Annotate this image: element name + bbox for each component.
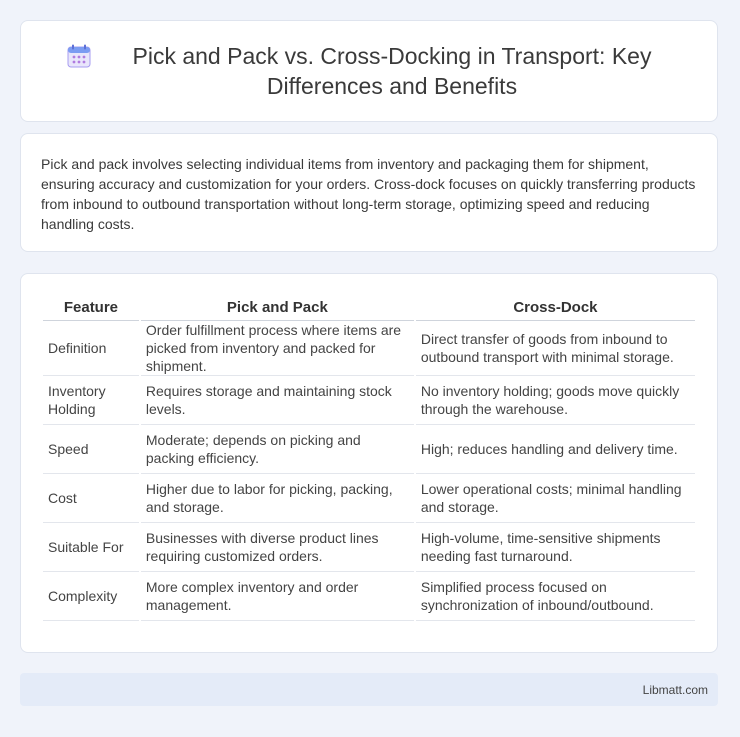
column-header-pick-and-pack: Pick and Pack bbox=[141, 294, 414, 321]
title-wrap bbox=[26, 41, 712, 101]
calendar-icon bbox=[66, 43, 92, 69]
pick-and-pack-cell: Requires storage and maintaining stock levels. bbox=[141, 376, 414, 425]
intro-paragraph: Pick and pack involves selecting individual items from inventory and packaging them for shipment, ensuring accuracy and customization for your orders. Cross-dock focuses on quickly transferring products from inbound to outbound transportation without long-term storage, optimizing speed and reducing handling costs. bbox=[41, 156, 696, 232]
cross-dock-cell: Lower operational costs; minimal handling and storage. bbox=[416, 474, 695, 523]
pick-and-pack-cell: Moderate; depends on picking and packing efficiency. bbox=[141, 425, 414, 474]
column-header-cross-dock: Cross-Dock bbox=[416, 294, 695, 321]
feature-cell: Suitable For bbox=[43, 523, 139, 572]
table-row bbox=[43, 376, 695, 425]
table-row bbox=[43, 425, 695, 474]
pick-and-pack-cell: Order fulfillment process where items are picked from inventory and packed for shipment. bbox=[141, 321, 414, 376]
page-title: Pick and Pack vs. Cross-Docking in Transport: Key Differences and Benefits bbox=[132, 43, 652, 99]
cross-dock-cell: High-volume, time-sensitive shipments needing fast turnaround. bbox=[416, 523, 695, 572]
table-header-row bbox=[43, 294, 695, 321]
cross-dock-cell: High; reduces handling and delivery time. bbox=[416, 425, 695, 474]
table-row bbox=[43, 523, 695, 572]
cross-dock-cell: Direct transfer of goods from inbound to outbound transport with minimal storage. bbox=[416, 321, 695, 376]
feature-cell: Speed bbox=[43, 425, 139, 474]
pick-and-pack-cell: Higher due to labor for picking, packing, and storage. bbox=[141, 474, 414, 523]
feature-cell: Inventory Holding bbox=[43, 376, 139, 425]
cross-dock-cell: Simplified process focused on synchronization of inbound/outbound. bbox=[416, 572, 695, 621]
pick-and-pack-cell: Businesses with diverse product lines requiring customized orders. bbox=[141, 523, 414, 572]
intro-card bbox=[20, 133, 718, 252]
footer bbox=[20, 673, 718, 706]
comparison-card bbox=[20, 273, 718, 653]
title-card bbox=[20, 20, 718, 122]
comparison-table bbox=[41, 294, 697, 621]
feature-cell: Definition bbox=[43, 321, 139, 376]
pick-and-pack-cell: More complex inventory and order management. bbox=[141, 572, 414, 621]
table-row bbox=[43, 474, 695, 523]
table-row bbox=[43, 572, 695, 621]
table-row bbox=[43, 321, 695, 376]
feature-cell: Complexity bbox=[43, 572, 139, 621]
footer-brand: Libmatt.com bbox=[642, 682, 708, 697]
feature-cell: Cost bbox=[43, 474, 139, 523]
column-header-feature: Feature bbox=[43, 294, 139, 321]
cross-dock-cell: No inventory holding; goods move quickly through the warehouse. bbox=[416, 376, 695, 425]
